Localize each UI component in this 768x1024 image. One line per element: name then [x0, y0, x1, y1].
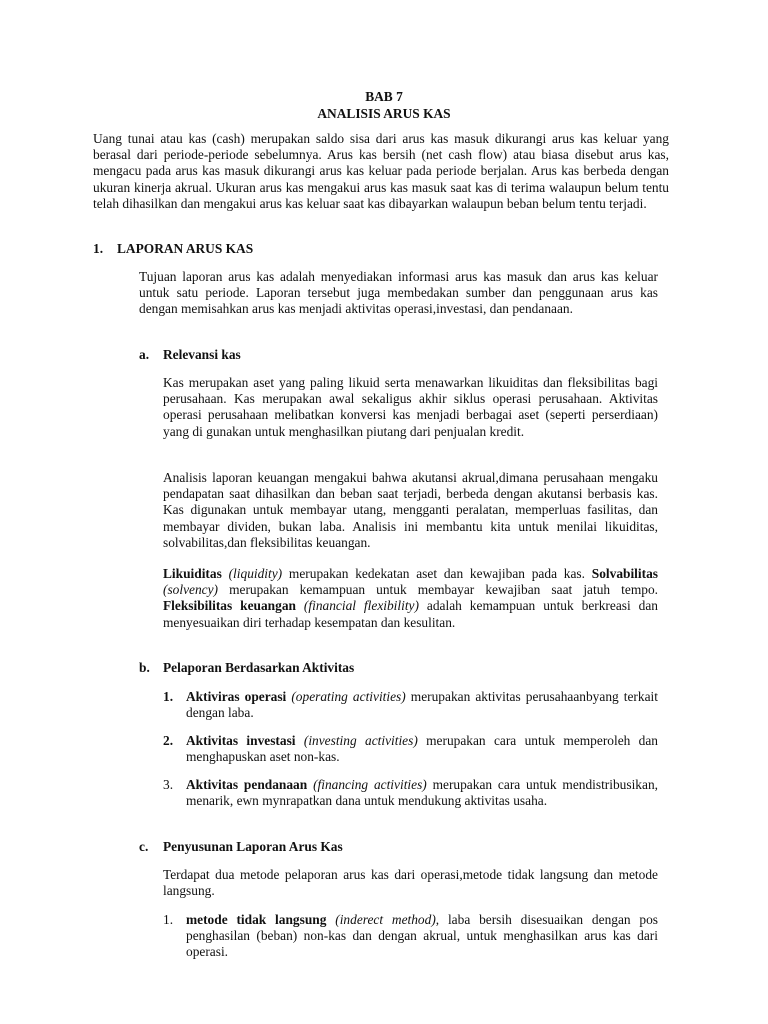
list-item-text: merupakan cara untuk memperoleh dan menghapuskan aset non-kas. [186, 733, 658, 765]
section-1-paragraph: Tujuan laporan arus kas adalah menyediakan informasi arus kas masuk dan arus kas keluar untuk satu periode. Laporan tersebut juga membedakan sumber dan penggunaan arus kas dengan memisahkan arus kas menjadi aktivitas operasi,investasi, dan pendanaan. [139, 269, 658, 317]
section-1-heading [93, 241, 253, 257]
list-item-term-en: (investing activities) [303, 733, 418, 748]
text-fleksibilitas-def: adalah kemampuan untuk berkreasi dan menyesuaikan diri terhadap kesempatan dan kesulitan. [163, 598, 658, 630]
subsection-c-letter: c. [139, 839, 149, 854]
term-fleksibilitas-en: (financial flexibility) [303, 598, 419, 614]
list-item-number: 1. [163, 689, 174, 704]
subsection-b-title: Pelaporan Berdasarkan Aktivitas [163, 660, 355, 675]
text-likuiditas-def: merupakan kedekatan aset dan kewajiban pada kas. [282, 566, 592, 581]
chapter-title-block [0, 88, 768, 122]
subsection-a-title: Relevansi kas [163, 347, 241, 362]
subsection-a-heading [139, 347, 241, 363]
list-item-term-en: (financing activities) [313, 777, 427, 792]
list-item-number: 2. [163, 733, 174, 748]
term-fleksibilitas: Fleksibilitas keuangan [163, 598, 296, 614]
list-item-term-en: (inderect method) [335, 912, 436, 927]
list-item-number: 1. [163, 912, 174, 927]
list-item-text: , laba bersih disesuaikan dengan pos penghasilan (beban) non-kas dan dengan akrual, untuk menghasilkan arus kas dari operasi. [186, 912, 659, 960]
term-likuiditas-en: (liquidity) [228, 566, 283, 581]
list-item-term: Aktiviras operasi [186, 689, 287, 704]
term-solvabilitas: Solvabilitas [591, 566, 658, 581]
list-item-term-en: (operating activities) [291, 689, 406, 704]
subsection-a-letter: a. [139, 347, 150, 362]
section-1-number: 1. [93, 241, 104, 256]
chapter-number: BAB 7 [365, 89, 403, 104]
subsection-b-heading [139, 660, 354, 676]
list-item-number: 3. [163, 777, 174, 792]
list-item-term: Aktivitas investasi [186, 733, 296, 748]
chapter-title: ANALISIS ARUS KAS [317, 106, 451, 121]
subsection-c-paragraph: Terdapat dua metode pelaporan arus kas dari operasi,metode tidak langsung dan metode langsung. [163, 867, 658, 899]
list-item [163, 777, 658, 809]
text-solvabilitas-def: merupakan kemampuan untuk membayar kewajiban saat jatuh tempo. [218, 582, 658, 598]
list-item [163, 912, 658, 961]
list-item-text: merupakan cara untuk mendistribusikan, menarik, ewn mynrapatkan dana untuk mendukung aktivitas usaha. [186, 777, 658, 809]
subsection-a-paragraph-3 [163, 566, 658, 631]
subsection-b-letter: b. [139, 660, 150, 675]
list-item [163, 689, 658, 721]
list-item-text: merupakan aktivitas perusahaanbyang terkait dengan laba. [186, 689, 658, 721]
term-solvabilitas-en: (solvency) [163, 582, 219, 598]
subsection-a-paragraph-1: Kas merupakan aset yang paling likuid serta menawarkan likuiditas dan fleksibilitas bagi perusahaan. Kas merupakan awal sekaligus akhir siklus operasi perusahaan. Aktivitas operasi perusahaan melibatkan konversi kas menjadi berbagai aset (seperti perserdiaan) yang di gunakan untuk menghasilkan piutang dari penjualan kredit. [163, 375, 658, 439]
list-item-term: metode tidak langsung [186, 912, 327, 927]
subsection-c-title: Penyusunan Laporan Arus Kas [163, 839, 343, 854]
list-item [163, 733, 658, 765]
list-item-term: Aktivitas pendanaan [186, 777, 308, 792]
term-likuiditas: Likuiditas [163, 566, 222, 581]
subsection-a-paragraph-2: Analisis laporan keuangan mengakui bahwa akutansi akrual,dimana perusahaan mengaku pendapatan saat dihasilkan dan beban saat terjadi, berbeda dengan akutansi berbasis kas. Kas digunakan untuk membayar utang, mengganti peralatan, memperluas fasilitas, dan membayar dividen, bukan laba. Analisis ini membantu kita untuk menilai likuiditas, solvabilitas,dan fleksibilitas keuangan. [163, 470, 658, 550]
intro-paragraph: Uang tunai atau kas (cash) merupakan saldo sisa dari arus kas masuk dikurangi arus kas keluar yang berasal dari periode-periode sebelumnya. Arus kas bersih (net cash flow) atau biasa disebut arus kas, mengacu pada arus kas masuk dikurangi arus kas keluar pada periode berjalan. Arus kas berbeda dengan ukuran kinerja akrual. Ukuran arus kas mengakui arus kas masuk saat kas di terima walaupun belum tentu telah dihasilkan dan mengakui arus kas keluar saat kas dibayarkan walaupun beban belum tentu terjadi. [93, 131, 669, 211]
subsection-c-heading [139, 839, 343, 855]
section-1-title: LAPORAN ARUS KAS [117, 241, 254, 256]
